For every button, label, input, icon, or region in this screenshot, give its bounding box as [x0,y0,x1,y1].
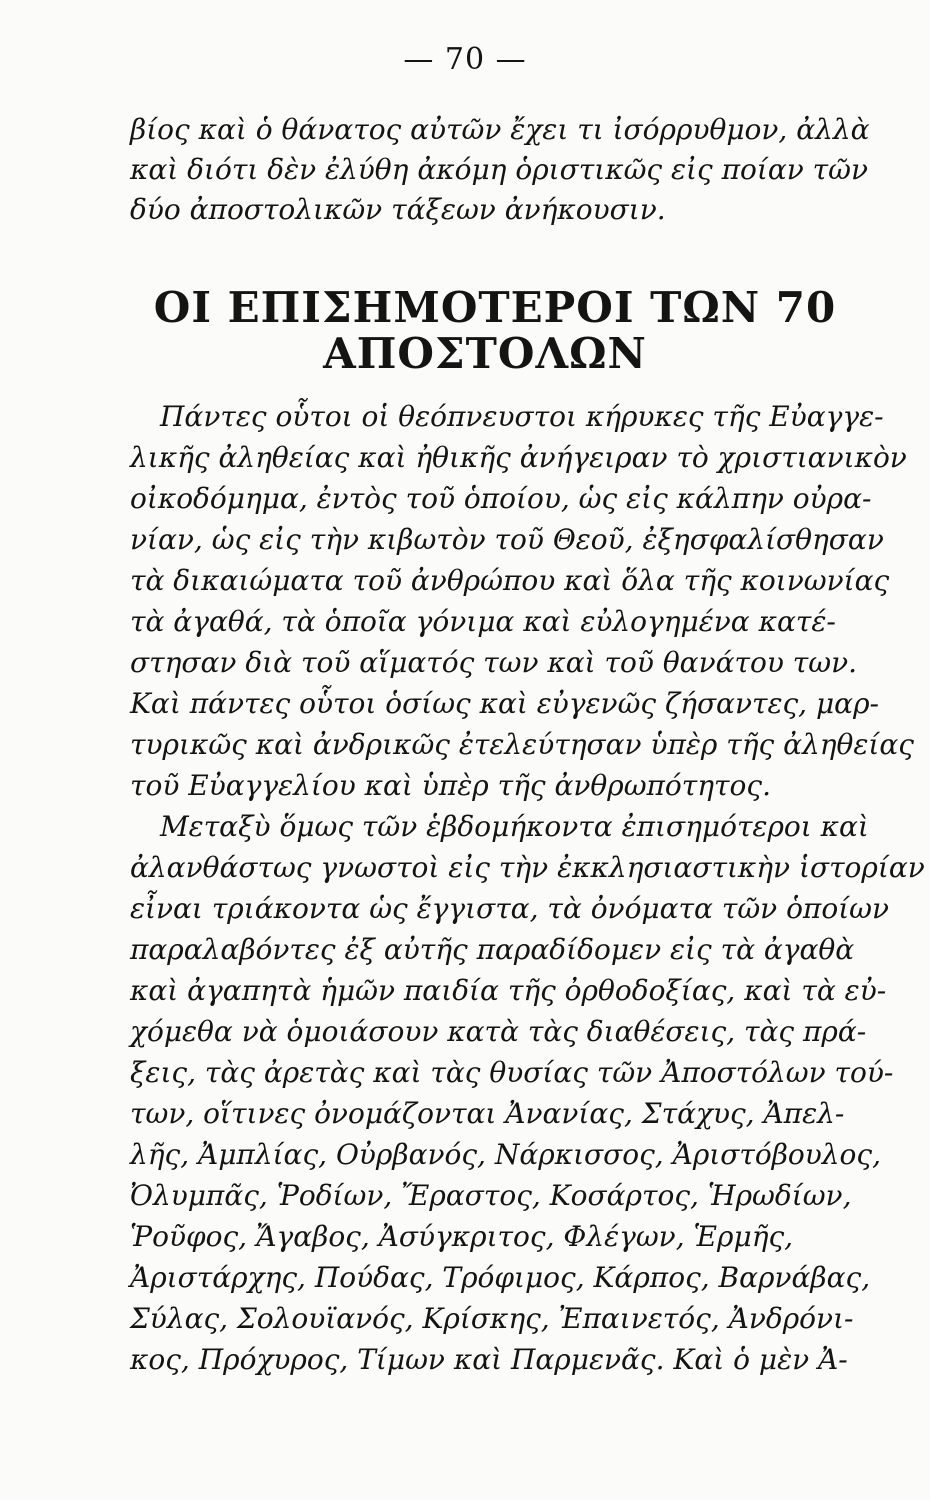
text-line: Πάντες οὗτοι οἱ θεόπνευστοι κήρυκες τῆς Εὐαγγε- [160,400,884,433]
page-number: — 70 — [403,42,527,77]
text-line: λῆς, Ἀμπλίας, Οὐρβανός, Νάρκισσος, Ἀριστόβουλος, [130,1138,881,1171]
text-line: χόμεθα νὰ ὁμοιάσουν κατὰ τὰς διαθέσεις, τὰς πρά- [130,1015,867,1048]
text-line: τὰ ἀγαθά, τὰ ὁποῖα γόνιμα καὶ εὐλογημένα κατέ- [130,605,836,638]
text-line: Καὶ πάντες οὗτοι ὁσίως καὶ εὐγενῶς ζήσαντες, μαρ- [130,687,880,720]
text-line: Ἀριστάρχης, Πούδας, Τρόφιμος, Κάρπος, Βαρνάβας, [130,1261,871,1294]
text-line: καὶ ἀγαπητὰ ἡμῶν παιδία τῆς ὀρθοδοξίας, καὶ τὰ εὐ- [130,974,887,1007]
text-line: παραλαβόντες ἐξ αὐτῆς παραδίδομεν εἰς τὰ ἀγαθὰ [130,933,855,966]
text-line: εἶναι τριάκοντα ὡς ἔγγιστα, τὰ ὀνόματα τῶν ὁποίων [130,892,890,925]
text-line: κος, Πρόχυρος, Τίμων καὶ Παρμενᾶς. Καὶ ὁ μὲν Ἀ- [130,1343,848,1376]
intro-paragraph [130,110,900,230]
section-heading-line-1: ΟΙ ΕΠΙΣΗΜΟΤΕΡΟΙ ΤΩΝ 70 [153,283,837,332]
text-line: τοῦ Εὐαγγελίου καὶ ὑπὲρ τῆς ἀνθρωπότητος. [130,769,771,802]
text-line: Ῥοῦφος, Ἄγαβος, Ἀσύγκριτος, Φλέγων, Ἑρμῆς, [130,1220,794,1253]
text-line: οἰκοδόμημα, ἐντὸς τοῦ ὁποίου, ὡς εἰς κάλπην οὐρα- [130,482,872,515]
body-paragraphs [130,396,925,1380]
text-line: βίος καὶ ὁ θάνατος αὐτῶν ἔχει τι ἰσόρρυθμον, ἀλλὰ [130,113,870,146]
text-line: τυρικῶς καὶ ἀνδρικῶς ἐτελεύτησαν ὑπὲρ τῆς ἀληθείας [130,728,914,761]
text-line: των, οἵτινες ὀνομάζονται Ἀνανίας, Στάχυς, Ἀπελ- [130,1097,845,1130]
text-line: Μεταξὺ ὅμως τῶν ἑβδομήκοντα ἐπισημότεροι καὶ [160,810,869,843]
text-line: Σύλας, Σολουϊανός, Κρίσκης, Ἐπαινετός, Ἀνδρόνι- [130,1302,854,1335]
text-line: Ὀλυμπᾶς, Ῥοδίων, Ἔραστος, Κοσάρτος, Ἡρωδίων, [130,1179,852,1212]
text-line: καὶ διότι δὲν ἐλύθη ἀκόμη ὁριστικῶς εἰς ποίαν τῶν [130,153,868,186]
text-line: νίαν, ὡς εἰς τὴν κιβωτὸν τοῦ Θεοῦ, ἐξησφαλίσθησαν [130,523,884,556]
text-line: στησαν διὰ τοῦ αἵματός των καὶ τοῦ θανάτου των. [130,646,858,679]
text-line: δύο ἀποστολικῶν τάξεων ἀνήκουσιν. [130,193,666,226]
text-line: ἀλανθάστως γνωστοὶ εἰς τὴν ἐκκλησιαστικὴν ἱστορίαν [130,851,925,884]
text-line: τὰ δικαιώματα τοῦ ἀνθρώπου καὶ ὅλα τῆς κοινωνίας [130,564,890,597]
text-line: λικῆς ἀληθείας καὶ ἠθικῆς ἀνήγειραν τὸ χριστιανικὸν [130,441,907,474]
text-line: ξεις, τὰς ἀρετὰς καὶ τὰς θυσίας τῶν Ἀποστόλων τού- [130,1056,894,1089]
section-heading-line-2: ΑΠΟΣΤΟΛΩΝ [323,329,647,378]
